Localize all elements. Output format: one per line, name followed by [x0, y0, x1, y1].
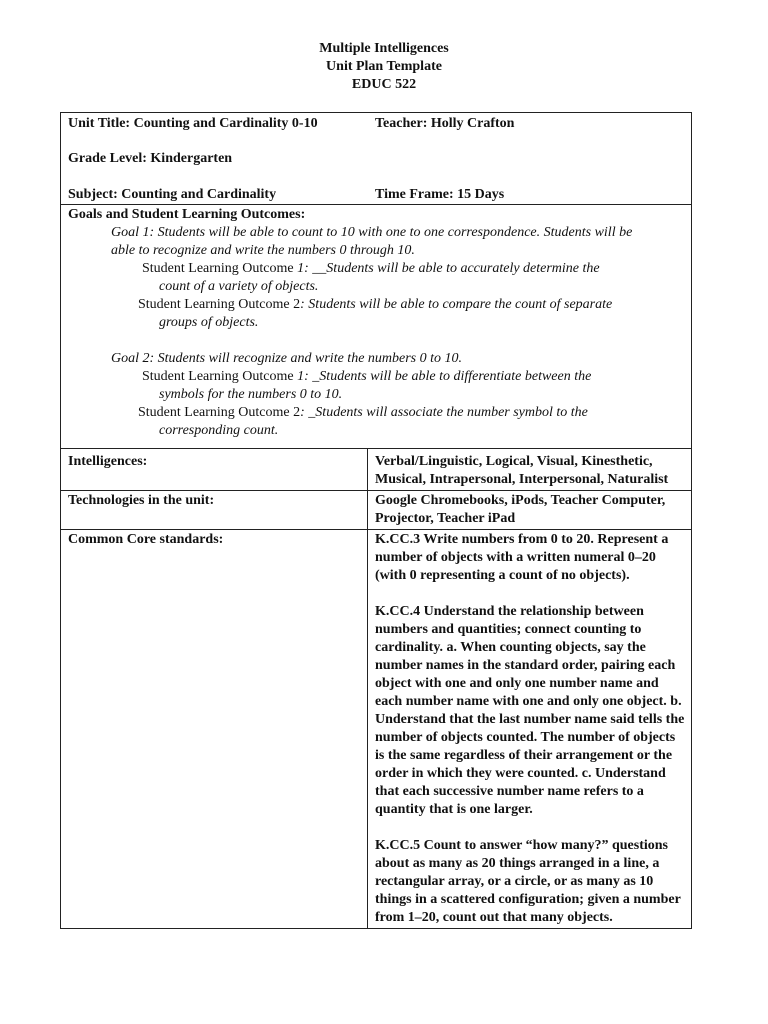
- teacher-name: Teacher: Holly Crafton: [375, 116, 515, 131]
- header-course-code: EDUC 522: [351, 77, 417, 92]
- time-frame: Time Frame: 15 Days: [375, 187, 505, 202]
- outcome-label: Student Learning Outcome 2: [138, 297, 301, 312]
- goal-2-outcome-1: [142, 368, 685, 386]
- goal-2-outcome-1-cont: symbols for the numbers 0 to 10.: [159, 387, 343, 402]
- outcome-label: Student Learning Outcome 2: [138, 405, 301, 420]
- outcome-text: : Students will be able to compare the count of separate: [300, 297, 613, 312]
- technologies-row: [61, 491, 691, 530]
- grade-level: Grade Level: Kindergarten: [68, 151, 233, 166]
- standards-row: [61, 530, 691, 928]
- standard-kcc3: K.CC.3 Write numbers from 0 to 20. Represent a number of objects with a written numeral 0–20 (with 0 representing a count of no objects).: [375, 532, 669, 583]
- unit-plan-table: [60, 112, 692, 929]
- goals-section: [61, 205, 691, 449]
- standards-label: Common Core standards:: [61, 530, 368, 928]
- intelligences-row: [61, 449, 691, 491]
- goal-2: Goal 2: Students will recognize and write the numbers 0 to 10.: [111, 351, 463, 366]
- goal-1-line-1: Goal 1: Students will be able to count to 10 with one to one correspondence. Students will be: [111, 225, 633, 240]
- subject: Subject: Counting and Cardinality: [68, 187, 277, 202]
- goal-1: [111, 224, 685, 260]
- outcome-label: Student Learning Outcome: [142, 261, 298, 276]
- header-title: Multiple Intelligences: [319, 41, 449, 56]
- goal-1-outcome-1: [142, 260, 685, 278]
- document-header: [0, 40, 768, 94]
- technologies-value: Google Chromebooks, iPods, Teacher Computer, Projector, Teacher iPad: [375, 493, 666, 526]
- technologies-label: Technologies in the unit:: [61, 491, 368, 529]
- standards-list: [368, 530, 691, 928]
- goal-1-outcome-2: [138, 296, 685, 314]
- goal-2-outcome-2-cont: corresponding count.: [159, 423, 279, 438]
- outcome-text: 1: _Students will be able to differentiate between the: [297, 369, 592, 384]
- goals-heading: Goals and Student Learning Outcomes:: [68, 207, 306, 222]
- goal-1-line-2: able to recognize and write the numbers 0 through 10.: [111, 243, 415, 258]
- intelligences-label: Intelligences:: [61, 449, 368, 490]
- standard-kcc4: K.CC.4 Understand the relationship between numbers and quantities; connect counting to cardinality. a. When counting objects, say the number names in the standard order, pairing each object with one and only one number name and each number name with one and only one object. b. Understand that the last number name said tells the number of objects counted. The number of objects is the same regardless of their arrangement or the order in which they were counted. c. Understand that each successive number name refers to a quantity that is one larger.: [375, 604, 685, 817]
- intelligences-value: Verbal/Linguistic, Logical, Visual, Kinesthetic, Musical, Intrapersonal, Interpersonal, Naturalist: [375, 454, 669, 487]
- unit-info-row: [61, 113, 691, 205]
- unit-title: Unit Title: Counting and Cardinality 0-10: [68, 116, 318, 131]
- standard-kcc5: K.CC.5 Count to answer “how many?” questions about as many as 20 things arranged in a line, a rectangular array, or a circle, or as many as 10 things in a scattered configuration; given a number from 1–20, count out that many objects.: [375, 838, 681, 925]
- outcome-text: : _Students will associate the number symbol to the: [300, 405, 588, 420]
- outcome-label: Student Learning Outcome: [142, 369, 298, 384]
- goal-2-outcome-2: [138, 404, 685, 422]
- goal-1-outcome-1-cont: count of a variety of objects.: [159, 279, 319, 294]
- goal-1-outcome-2-cont: groups of objects.: [159, 315, 259, 330]
- outcome-text: 1: __Students will be able to accurately determine the: [297, 261, 600, 276]
- header-subtitle: Unit Plan Template: [326, 59, 442, 74]
